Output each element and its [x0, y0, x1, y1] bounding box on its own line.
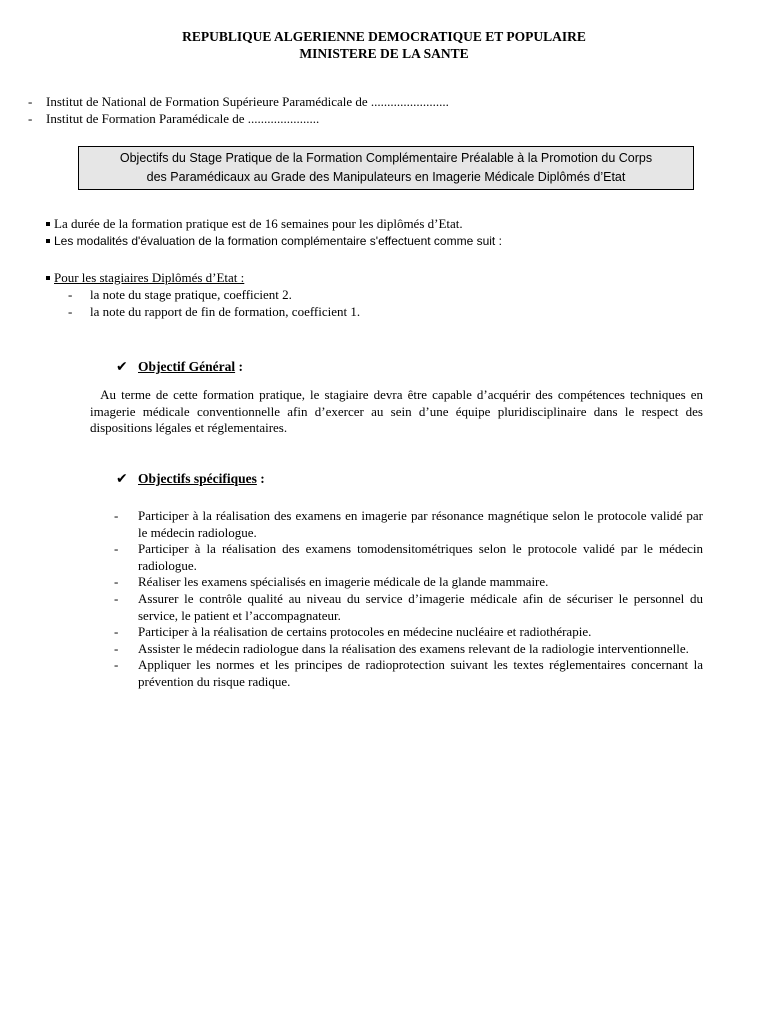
list-item-text: Participer à la réalisation de certains protocoles en médecine nucléaire et radiothérapie.	[138, 624, 592, 640]
title-box-line: des Paramédicaux au Grade des Manipulateurs en Imagerie Médicale Diplômés d’Etat	[146, 170, 626, 184]
heading-colon: :	[256, 471, 265, 486]
dash-marker: -	[114, 541, 119, 557]
list-item-text: Participer à la réalisation des examens en imagerie par résonance magnétique selon le protocole validé par le médecin radiologue.	[138, 508, 703, 540]
list-item	[114, 657, 703, 690]
objectif-general-text	[90, 387, 703, 437]
ministry-title: MINISTERE DE LA SANTE	[299, 46, 469, 61]
institute-item	[28, 94, 728, 111]
dash-marker: -	[114, 508, 119, 523]
square-bullet-icon	[46, 239, 50, 243]
objectifs-specifiques-heading	[116, 471, 265, 489]
list-item-text: Assurer le contrôle qualité au niveau du service d’imagerie médicale afin de sécuriser le personnel du service, le patient et l’accompagnateur.	[138, 590, 703, 623]
intro-bullet-text: Les modalités d'évaluation de la formation complémentaire s'effectuent comme suit :	[54, 234, 502, 248]
dash-marker: -	[114, 657, 119, 673]
intro-bullets	[46, 216, 726, 250]
dash-marker: -	[68, 287, 73, 302]
list-item-text: la note du rapport de fin de formation, coefficient 1.	[90, 304, 361, 319]
list-item	[114, 574, 703, 591]
title-box-line: Objectifs du Stage Pratique de la Formation Complémentaire Préalable à la Promotion du Corps	[119, 151, 653, 165]
stagiaires-heading-row	[46, 270, 726, 287]
paragraph-text: Au terme de cette formation pratique, le stagiaire devra être capable d’acquérir des compétences techniques en imagerie médicale conventionnelle afin d’exercer au sein d’une équipe pluridisciplinaire dans le respect des dispositions légales et réglementaires.	[90, 387, 703, 435]
list-item	[114, 508, 703, 541]
check-icon: ✔	[116, 359, 128, 375]
stagiaires-heading: Pour les stagiaires Diplômés d’Etat :	[54, 270, 245, 285]
title-box	[78, 146, 694, 190]
check-icon: ✔	[116, 471, 128, 487]
document-header	[0, 28, 768, 62]
list-item	[114, 624, 703, 641]
objectifs-specifiques-list	[114, 508, 703, 691]
list-item-text: Appliquer les normes et les principes de radioprotection suivant les textes réglementaires concernant la prévention du risque radique.	[138, 657, 703, 689]
heading-colon: :	[235, 359, 243, 374]
institute-list	[28, 94, 728, 128]
list-item	[114, 641, 703, 658]
list-item-text: Réaliser les examens spécialisés en imagerie médicale de la glande mammaire.	[138, 574, 549, 590]
list-item	[68, 287, 726, 304]
list-item-text: Assister le médecin radiologue dans la réalisation des examens relevant de la radiologie interventionnelle.	[138, 640, 689, 656]
square-bullet-icon	[46, 222, 50, 226]
dash-marker: -	[114, 624, 119, 640]
institute-text: Institut de Formation Paramédicale de ......................	[46, 111, 320, 126]
list-item-text: Participer à la réalisation des examens tomodensitométriques selon le protocole validé par le médecin radiologue.	[138, 541, 703, 573]
list-item	[114, 541, 703, 574]
dash-marker: -	[114, 574, 119, 590]
objectifs-specifiques-label: Objectifs spécifiques	[138, 471, 257, 486]
stagiaires-list	[68, 287, 726, 321]
intro-bullet-item	[46, 233, 726, 250]
republic-title: REPUBLIQUE ALGERIENNE DEMOCRATIQUE ET POPULAIRE	[182, 29, 586, 44]
square-bullet-icon	[46, 276, 50, 280]
intro-bullet-item	[46, 216, 726, 233]
dash-marker: -	[28, 111, 33, 126]
objectif-general-label: Objectif Général	[138, 359, 236, 374]
dash-marker: -	[28, 94, 33, 109]
dash-marker: -	[68, 304, 73, 319]
dash-marker: -	[114, 640, 119, 656]
objectif-general-heading	[116, 359, 243, 377]
dash-marker: -	[114, 590, 119, 606]
stagiaires-section	[46, 270, 726, 321]
institute-item	[28, 111, 728, 128]
intro-bullet-text: La durée de la formation pratique est de 16 semaines pour les diplômés d’Etat.	[54, 216, 463, 231]
list-item-text: la note du stage pratique, coefficient 2.	[90, 287, 292, 302]
institute-text: Institut de National de Formation Supérieure Paramédicale de ........................	[46, 94, 449, 109]
list-item	[68, 304, 726, 321]
list-item	[114, 591, 703, 624]
